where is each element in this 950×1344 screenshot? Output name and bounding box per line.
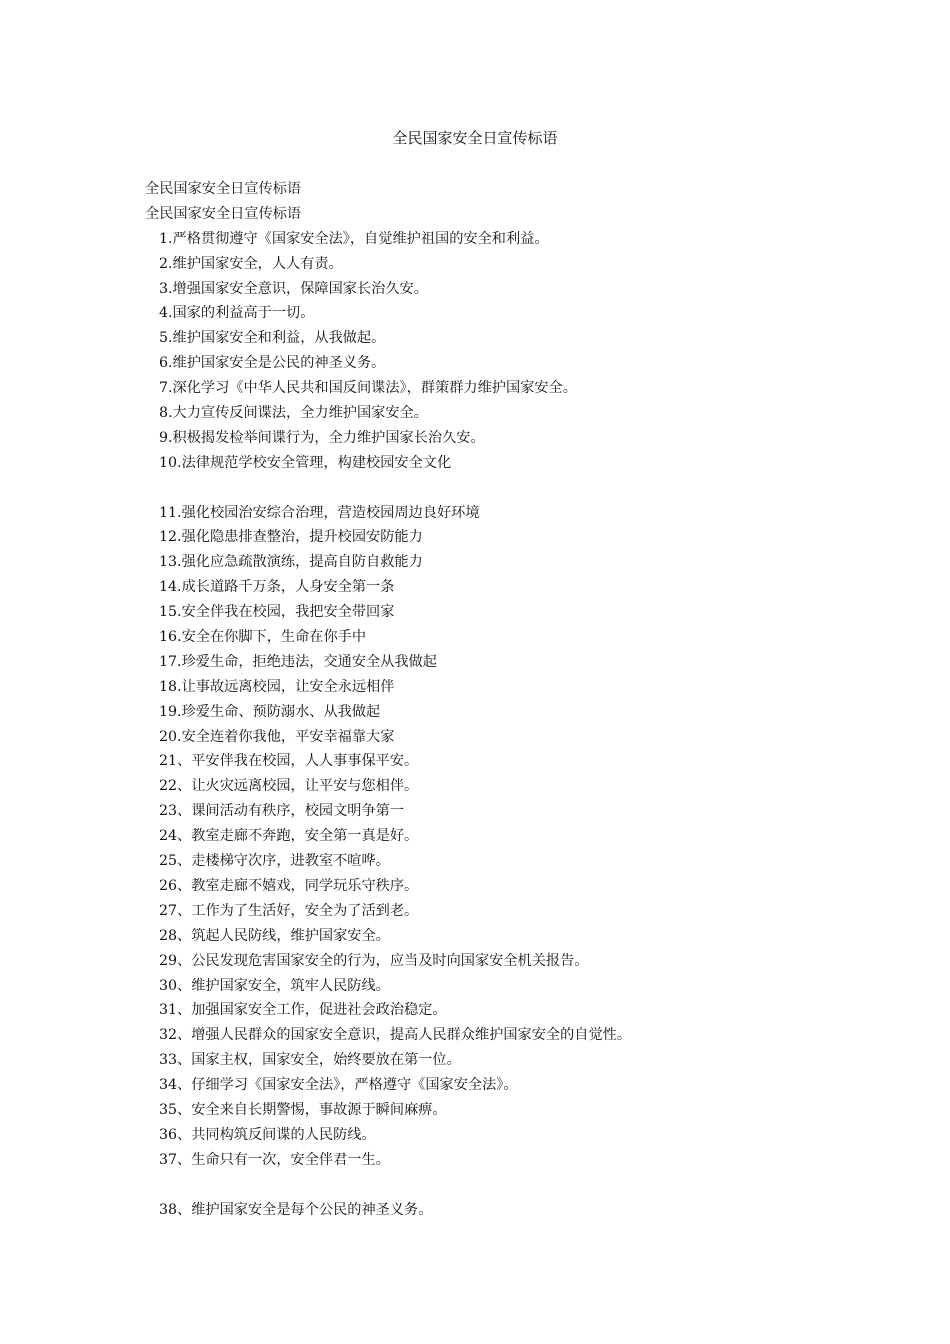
document-title: 全民国家安全日宣传标语 (392, 129, 558, 147)
slogan-item: 2.维护国家安全，人人有责。 (159, 255, 343, 272)
slogan-item: 38、维护国家安全是每个公民的神圣义务。 (159, 1201, 433, 1218)
slogan-item: 30、维护国家安全，筑牢人民防线。 (159, 977, 390, 994)
slogan-item: 11.强化校园治安综合治理，营造校园周边良好环境 (159, 504, 480, 521)
blank-line (145, 1173, 905, 1198)
slogan-item: 28、筑起人民防线，维护国家安全。 (159, 927, 390, 944)
slogan-item: 15.安全伴我在校园，我把安全带回家 (159, 604, 395, 621)
slogan-item: 4.国家的利益高于一切。 (159, 305, 315, 322)
slogan-item: 8.大力宣传反间谍法，全力维护国家安全。 (159, 405, 428, 422)
slogan-item: 23、课间活动有秩序，校园文明争第一 (159, 803, 405, 820)
slogan-item: 35、安全来自长期警惕，事故源于瞬间麻痹。 (159, 1101, 447, 1118)
heading-line: 全民国家安全日宣传标语 (145, 205, 302, 222)
blank-line (145, 476, 905, 501)
slogan-item: 10.法律规范学校安全管理，构建校园安全文化 (159, 454, 452, 471)
document-body (145, 177, 905, 1222)
heading-line: 全民国家安全日宣传标语 (145, 181, 302, 197)
slogan-item: 22、让火灾远离校园，让平安与您相伴。 (159, 778, 419, 795)
slogan-item: 6.维护国家安全是公民的神圣义务。 (159, 355, 386, 372)
slogan-item: 26、教室走廊不嬉戏，同学玩乐守秩序。 (159, 877, 419, 894)
slogan-item: 34、仔细学习《国家安全法》，严格遵守《国家安全法》。 (159, 1077, 518, 1094)
slogan-list-part-2 (145, 501, 905, 1173)
slogan-item: 12.强化隐患排查整治，提升校园安防能力 (159, 529, 423, 546)
slogan-item: 16.安全在你脚下，生命在你手中 (159, 629, 367, 646)
slogan-item: 7.深化学习《中华人民共和国反间谍法》，群策群力维护国家安全。 (159, 380, 577, 397)
slogan-item: 27、工作为了生活好，安全为了活到老。 (159, 902, 419, 919)
slogan-item: 5.维护国家安全和利益，从我做起。 (159, 330, 386, 347)
slogan-item: 1.严格贯彻遵守《国家安全法》，自觉维护祖国的安全和利益。 (159, 230, 549, 247)
slogan-list-part-3 (145, 1198, 905, 1223)
slogan-item: 36、共同构筑反间谍的人民防线。 (159, 1126, 376, 1143)
slogan-item: 20.安全连着你我他，平安幸福靠大家 (159, 728, 395, 745)
slogan-item: 37、生命只有一次，安全伴君一生。 (159, 1151, 390, 1168)
slogan-item: 17.珍爱生命，拒绝违法，交通安全从我做起 (159, 653, 437, 670)
slogan-item: 24、教室走廊不奔跑，安全第一真是好。 (159, 828, 419, 845)
slogan-item: 21、平安伴我在校园，人人事事保平安。 (159, 753, 419, 770)
slogan-item: 25、走楼梯守次序，进教室不喧哗。 (159, 853, 390, 870)
slogan-item: 19.珍爱生命、预防溺水、从我做起 (159, 703, 381, 720)
slogan-item: 13.强化应急疏散演练，提高自防自救能力 (159, 554, 423, 571)
slogan-item: 32、增强人民群众的国家安全意识，提高人民群众维护国家安全的自觉性。 (159, 1027, 632, 1044)
slogan-item: 9.积极揭发检举间谍行为，全力维护国家长治久安。 (159, 429, 485, 446)
slogan-item: 33、国家主权，国家安全，始终要放在第一位。 (159, 1052, 461, 1069)
slogan-item: 31、加强国家安全工作，促进社会政治稳定。 (159, 1002, 447, 1019)
slogan-item: 18.让事故远离校园，让安全永远相伴 (159, 678, 395, 695)
slogan-list-part-1 (145, 227, 905, 476)
slogan-item: 14.成长道路千万条，人身安全第一条 (159, 579, 395, 596)
slogan-item: 29、公民发现危害国家安全的行为，应当及时向国家安全机关报告。 (159, 952, 589, 969)
slogan-item: 3.增强国家安全意识，保障国家长治久安。 (159, 280, 428, 297)
